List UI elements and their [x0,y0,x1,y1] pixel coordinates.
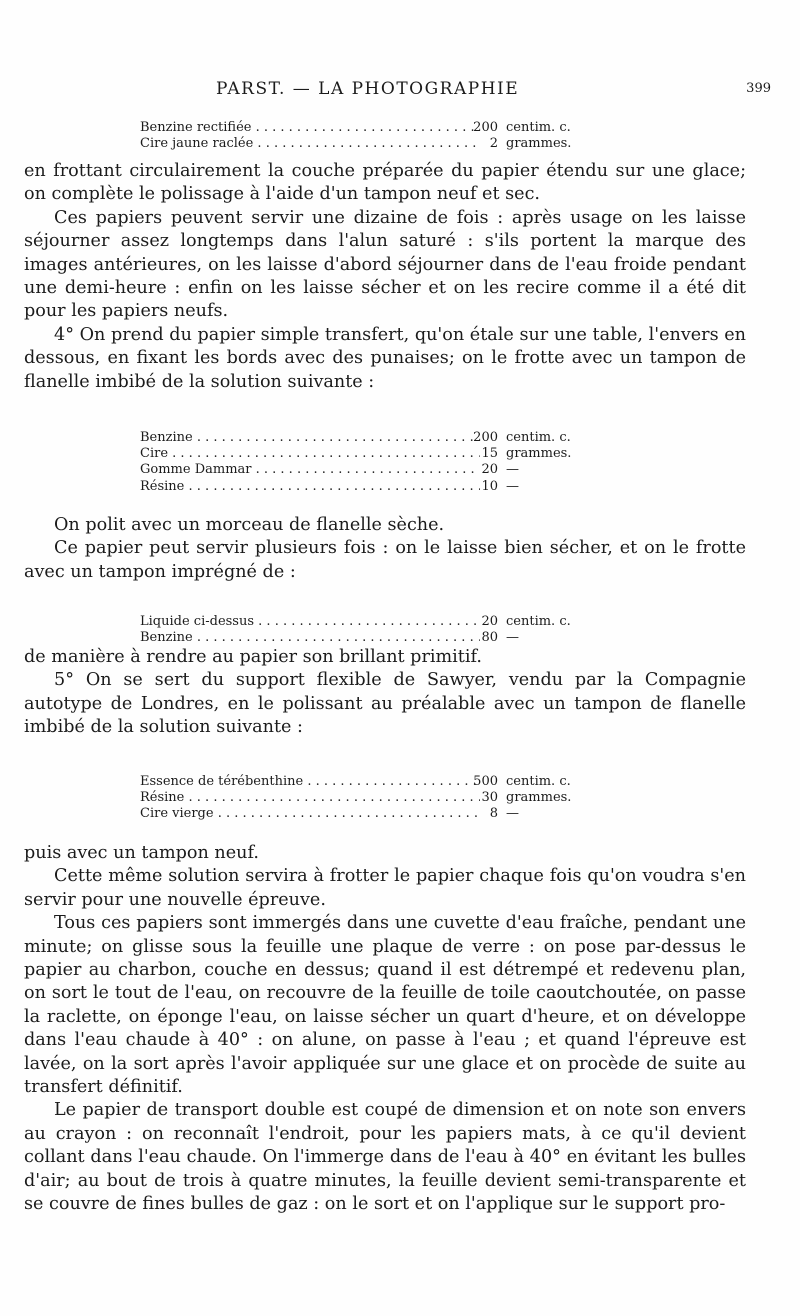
ingredient-qty: 15 [481,446,498,462]
ingredient-qty: 500 [473,774,498,789]
ingredient-name: Résine . . . [140,479,480,495]
page-number: 399 [746,81,771,96]
ingredient-name: Résine . . . [140,790,480,806]
ingredient-name: Cire jaune raclée . . . [140,136,480,152]
ingredient-unit: — [506,806,519,822]
paragraph: puis avec un tampon neuf. [24,843,259,863]
ingredient-name: Benzine . . . [140,630,480,646]
ingredient-unit: centim. c. [506,614,571,629]
ingredient-qty: 200 [473,430,498,445]
text-block-1 [24,160,746,394]
ingredient-name: Benzine rectifiée . . . [140,120,480,136]
paragraph: Cette même solution servira à frotter le papier chaque fois qu'on voudra s'en servir pour une nouvelle épreuve. [24,866,746,910]
ingredient-unit: — [506,462,519,478]
ingredient-qty: 10 [481,478,498,494]
text-block-2 [24,514,746,584]
ingredient-unit: grammes. [506,446,572,462]
ingredient-unit: centim. c. [506,774,571,789]
ingredient-name: Benzine . . . [140,430,480,446]
ingredient-qty: 20 [481,614,498,629]
ingredient-unit: — [506,630,519,646]
ingredient-name: Liquide ci-dessus . . . [140,614,480,630]
ingredient-qty: 30 [481,790,498,806]
paragraph: en frottant circulairement la couche préparée du papier étendu sur une glace; on complète le polissage à l'aide d'un tampon neuf et sec. [24,161,746,205]
ingredient-unit: centim. c. [506,430,571,445]
ingredient-name: Cire . . . [140,446,480,462]
text-block-3 [24,646,746,740]
ingredient-qty: 8 [489,806,498,822]
paragraph: Le papier de transport double est coupé de dimension et on note son envers au crayon : on reconnaît l'endroit, pour les papiers mats, à ce qu'il devient collant dans l'eau chaude. On l'immerge dans de l'eau à 40° en évitant les bulles d'air; au bout de trois à quatre minutes, la feuille devient semi-transparente et se couvre de fines bulles de gaz : on le sort et on l'applique sur le support pro- [24,1100,746,1215]
ingredient-name: Cire vierge . . . [140,806,480,822]
ingredient-name: Gomme Dammar . . . [140,462,480,478]
ingredient-qty: 20 [481,462,498,478]
paragraph: On polit avec un morceau de flanelle sèche. [54,515,445,535]
header-title: PARST. — LA PHOTOGRAPHIE [216,79,520,99]
ingredient-unit: centim. c. [506,120,571,135]
ingredient-unit: — [506,478,519,494]
ingredient-qty: 80 [481,630,498,646]
paragraph: Ces papiers peuvent servir une dizaine de fois : après usage on les laisse séjourner assez longtemps dans l'alun saturé : s'ils portent la marque des images antérieures, on les laisse d'abord séjourner dans de l'eau froide pendant une demi-heure : enfin on les laisse sécher et on les recire comme il a été dit pour les papiers neufs. [24,207,746,322]
ingredient-unit: grammes. [506,790,572,806]
ingredient-unit: grammes. [506,136,572,152]
paragraph: de manière à rendre au papier son brillant primitif. [24,647,482,667]
text-block-4 [24,842,746,1217]
ingredient-qty: 2 [489,136,498,152]
paragraph: 5° On se sert du support flexible de Sawyer, vendu par la Compagnie autotype de Londres, en le polissant au préalable avec un tampon de flanelle imbibé de la solution suivante : [24,670,746,738]
ingredient-name: Essence de térébenthine . . . [140,774,480,790]
running-header [0,79,800,99]
ingredient-qty: 200 [473,120,498,135]
paragraph: Ce papier peut servir plusieurs fois : on le laisse bien sécher, et on le frotte avec un tampon imprégné de : [24,538,746,582]
paragraph: 4° On prend du papier simple transfert, qu'on étale sur une table, l'envers en dessous, en fixant les bords avec des punaises; on le frotte avec un tampon de flanelle imbibé de la solution suivante : [24,324,746,392]
paragraph: Tous ces papiers sont immergés dans une cuvette d'eau fraîche, pendant une minute; on glisse sous la feuille une plaque de verre : on pose par-dessus le papier au charbon, couche en dessus; quand il est détrempé et redevenu plan, on sort le tout de l'eau, on recouvre de la feuille de toile caoutchoutée, on passe la raclette, on éponge l'eau, on laisse sécher un quart d'heure, et on développe dans l'eau chaude à 40° : on alune, on passe à l'eau ; et quand l'épreuve est lavée, on la sort après l'avoir appliquée sur une glace et on procède de suite au transfert définitif. [24,913,746,1098]
